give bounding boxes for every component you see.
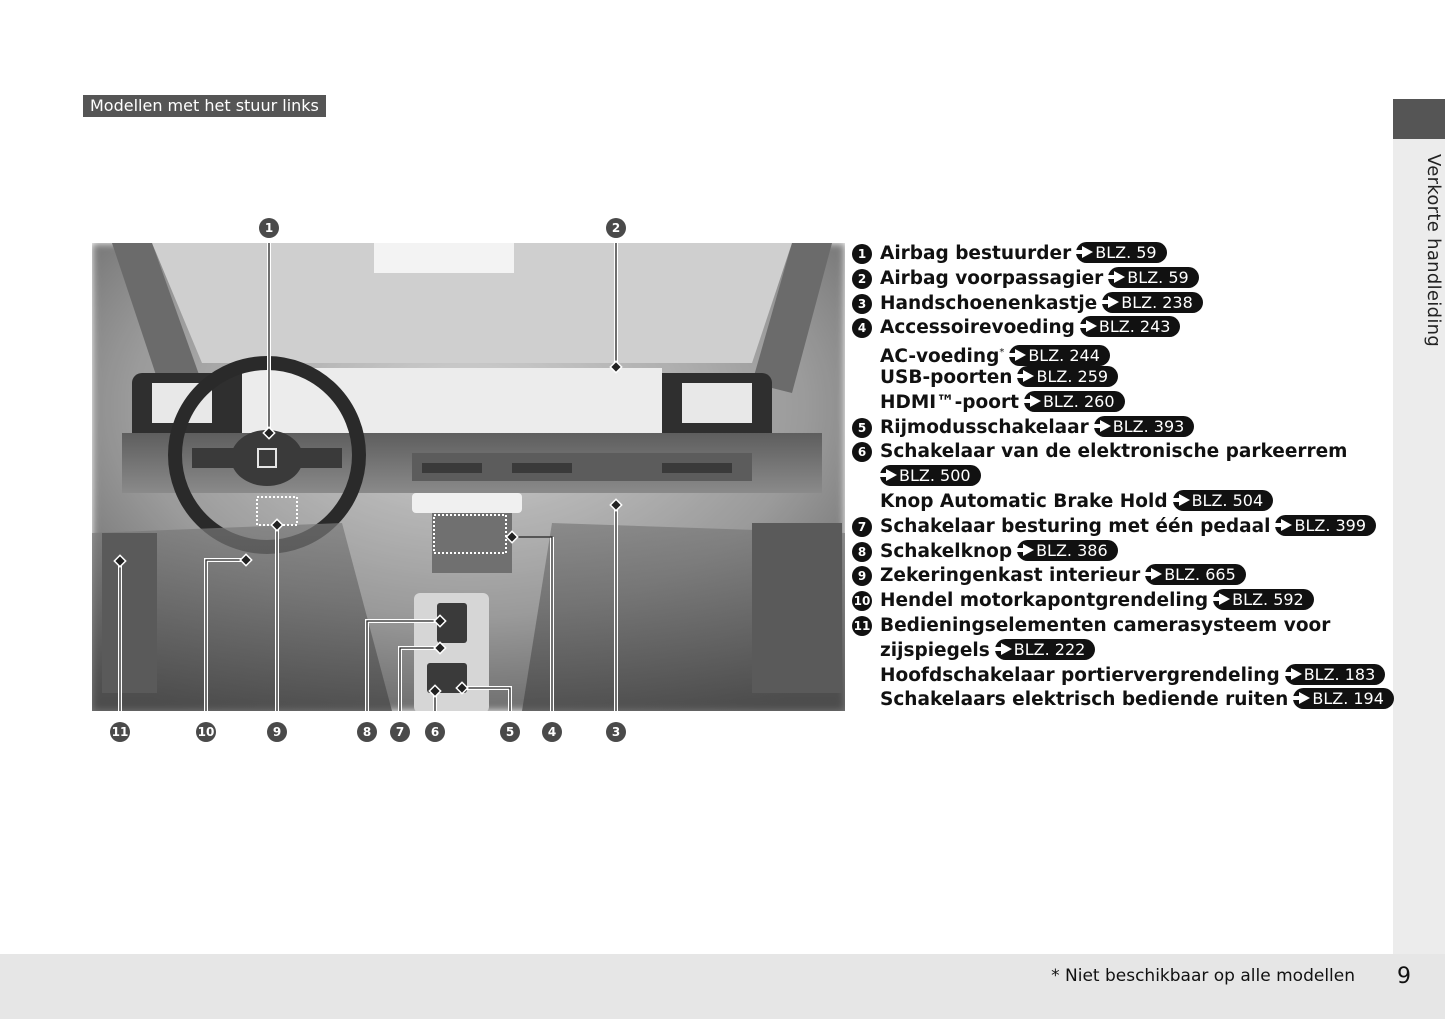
callout-8: 8 — [357, 722, 377, 742]
page-reference-link[interactable] — [995, 639, 1096, 660]
callout-2: 2 — [606, 218, 626, 238]
arrow-right-icon — [1001, 643, 1012, 655]
legend-text: Schakelknop — [880, 540, 1013, 562]
side-tab-label: Verkorte handleiding — [1423, 154, 1444, 348]
page-reference-link[interactable] — [880, 465, 981, 486]
arrow-right-icon — [1015, 349, 1026, 361]
page-reference-label: BLZ. 399 — [1294, 515, 1367, 535]
arrow-right-icon — [1151, 568, 1162, 580]
arrow-right-icon — [1082, 246, 1093, 258]
legend-item — [852, 688, 1382, 713]
legend-item — [852, 366, 1382, 391]
legend-text: Accessoirevoeding — [880, 317, 1075, 339]
callout-7: 7 — [390, 722, 410, 742]
arrow-right-icon — [1030, 395, 1041, 407]
page-reference-label: BLZ. 504 — [1191, 490, 1264, 510]
legend-text: Schakelaar besturing met één pedaal — [880, 515, 1271, 537]
page-reference-link[interactable] — [1108, 267, 1198, 288]
page-reference-label: BLZ. 59 — [1095, 243, 1157, 262]
arrow-right-icon — [1100, 420, 1111, 432]
page-reference-label: BLZ. 592 — [1232, 590, 1304, 610]
legend-number: 2 — [852, 269, 872, 289]
page-reference-link[interactable] — [1173, 490, 1274, 511]
page-reference-link[interactable] — [1285, 664, 1386, 685]
legend-item — [852, 292, 1382, 317]
legend-item — [852, 564, 1382, 589]
footnote: * Niet beschikbaar op alle modellen — [1051, 966, 1355, 986]
page-reference-label: BLZ. 260 — [1042, 391, 1115, 411]
legend-text: Schakelaar van de elektronische parkeerrem — [880, 441, 1348, 463]
legend-item — [852, 416, 1382, 441]
legend-text: Bedieningselementen camerasysteem voor — [880, 614, 1331, 636]
legend-item — [852, 639, 1382, 664]
legend-text: AC-voeding — [880, 346, 1000, 368]
page-reference-label: BLZ. 194 — [1312, 689, 1384, 709]
legend-item — [852, 490, 1382, 515]
callout-3: 3 — [606, 722, 626, 742]
page-reference-label: BLZ. 183 — [1303, 664, 1376, 684]
page-reference-label: BLZ. 243 — [1098, 317, 1171, 337]
legend-number: 3 — [852, 294, 872, 314]
page-reference-label: BLZ. 244 — [1028, 346, 1100, 366]
legend-number: 11 — [852, 616, 872, 636]
arrow-right-icon — [1108, 296, 1119, 308]
arrow-right-icon — [1179, 494, 1190, 506]
page-reference-label: BLZ. 222 — [1013, 639, 1086, 659]
page-reference-link[interactable] — [1293, 688, 1394, 709]
page-reference-link[interactable] — [1076, 242, 1166, 263]
page-reference-link[interactable] — [1009, 345, 1110, 366]
arrow-right-icon — [1086, 320, 1097, 332]
page-reference-label: BLZ. 665 — [1164, 565, 1236, 585]
legend-text: Rijmodusschakelaar — [880, 416, 1089, 438]
arrow-right-icon — [1299, 692, 1310, 704]
legend-number: 5 — [852, 418, 872, 438]
legend-text: zijspiegels — [880, 639, 990, 661]
legend-text: HDMI™-poort — [880, 391, 1019, 413]
legend-number: 10 — [852, 591, 872, 611]
page-reference-label: BLZ. 386 — [1036, 540, 1108, 560]
legend-text: USB-poorten — [880, 366, 1013, 388]
legend-list — [852, 242, 1382, 713]
callout-10: 10 — [196, 722, 216, 742]
page-reference-link[interactable] — [1145, 564, 1246, 585]
legend-text: Zekeringenkast interieur — [880, 565, 1141, 587]
arrow-right-icon — [1114, 271, 1125, 283]
legend-item — [852, 440, 1382, 465]
legend-item — [852, 267, 1382, 292]
legend-text: Schakelaars elektrisch bediende ruiten — [880, 689, 1289, 711]
page-reference-label: BLZ. 500 — [899, 466, 971, 486]
callout-5: 5 — [500, 722, 520, 742]
callout-1: 1 — [259, 218, 279, 238]
legend-item — [852, 664, 1382, 689]
section-label: Modellen met het stuur links — [83, 95, 326, 117]
page-reference-link[interactable] — [1094, 416, 1195, 437]
footnote-marker: * — [999, 347, 1005, 359]
legend-item — [852, 589, 1382, 614]
page-reference-link[interactable] — [1024, 391, 1125, 412]
legend-text: Airbag bestuurder — [880, 243, 1072, 264]
arrow-right-icon — [1291, 668, 1302, 680]
legend-number: 4 — [852, 318, 872, 338]
legend-item — [852, 515, 1382, 540]
legend-text: Knop Automatic Brake Hold — [880, 490, 1168, 512]
page-reference-link[interactable] — [1017, 540, 1118, 561]
callout-9: 9 — [267, 722, 287, 742]
footer — [0, 954, 1445, 1019]
legend-item — [852, 540, 1382, 565]
legend-item — [852, 341, 1382, 366]
arrow-right-icon — [1281, 519, 1292, 531]
legend-number: 7 — [852, 517, 872, 537]
page-reference-link[interactable] — [1102, 292, 1203, 313]
legend-item — [852, 242, 1382, 267]
side-tab-marker — [1393, 99, 1445, 139]
arrow-right-icon — [1023, 370, 1034, 382]
legend-item — [852, 391, 1382, 416]
legend-item — [852, 614, 1382, 639]
legend-number: 8 — [852, 542, 872, 562]
page-reference-label: BLZ. 59 — [1127, 267, 1189, 287]
legend-text: Airbag voorpassagier — [880, 267, 1104, 289]
page-reference-link[interactable] — [1213, 589, 1314, 610]
page-reference-label: BLZ. 238 — [1121, 292, 1193, 312]
page-reference-link[interactable] — [1017, 366, 1118, 387]
legend-number: 6 — [852, 442, 872, 462]
legend-text: Hoofdschakelaar portiervergrendeling — [880, 664, 1280, 686]
legend-text: Handschoenenkastje — [880, 292, 1098, 314]
page-reference-label: BLZ. 259 — [1036, 366, 1109, 386]
legend-item — [852, 316, 1382, 341]
legend-item — [852, 465, 1382, 490]
page-reference-link[interactable] — [1080, 316, 1181, 337]
page-reference-link[interactable] — [1275, 515, 1376, 536]
page-reference-label: BLZ. 393 — [1112, 416, 1185, 436]
page-number: 9 — [1397, 964, 1411, 989]
arrow-right-icon — [1023, 544, 1034, 556]
legend-text: Hendel motorkapontgrendeling — [880, 590, 1209, 612]
callout-11: 11 — [110, 722, 130, 742]
arrow-right-icon — [1219, 593, 1230, 605]
legend-number: 1 — [852, 244, 872, 264]
legend-number: 9 — [852, 566, 872, 586]
callout-4: 4 — [542, 722, 562, 742]
dashboard-illustration — [92, 243, 845, 711]
arrow-right-icon — [886, 469, 897, 481]
callout-6: 6 — [425, 722, 445, 742]
